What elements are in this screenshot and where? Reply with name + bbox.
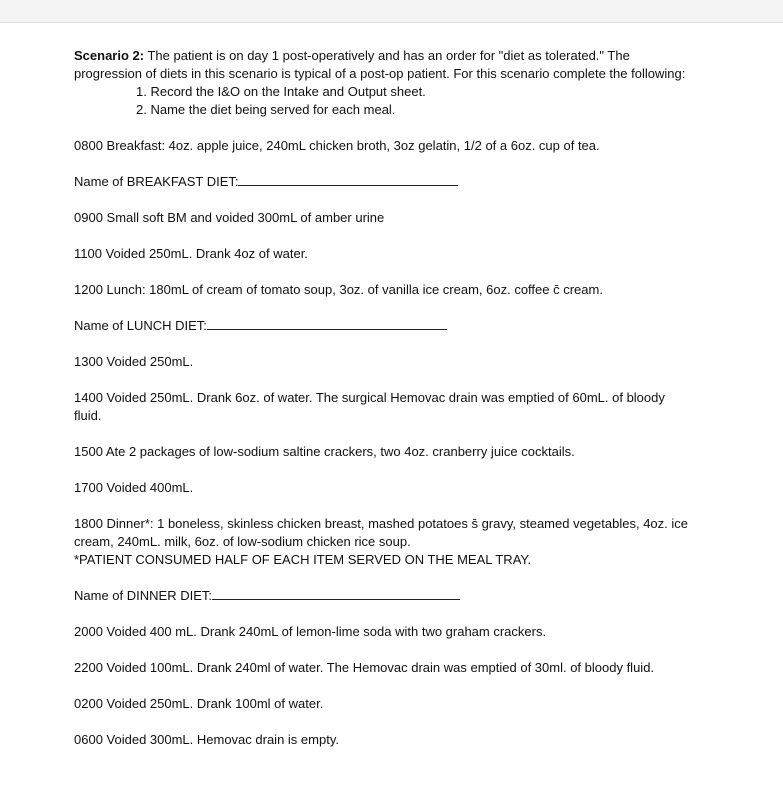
entry-1800-note: *PATIENT CONSUMED HALF OF EACH ITEM SERVED ON THE MEAL TRAY. — [74, 552, 532, 567]
task-item: 1. Record the I&O on the Intake and Output sheet. — [136, 84, 426, 99]
viewer-top-bar — [0, 0, 783, 23]
entry-1200: 1200 Lunch: 180mL of cream of tomato soup, 3oz. of vanilla ice cream, 6oz. coffee c̄ cream. — [74, 282, 603, 297]
entry-0900: 0900 Small soft BM and voided 300mL of amber urine — [74, 210, 385, 225]
document-page — [74, 47, 694, 749]
task-item: 2. Name the diet being served for each meal. — [136, 102, 396, 117]
entry-1300: 1300 Voided 250mL. — [74, 354, 194, 369]
breakfast-diet-label: Name of BREAKFAST DIET: — [74, 174, 239, 189]
entry-2000: 2000 Voided 400 mL. Drank 240mL of lemon-lime soda with two graham crackers. — [74, 624, 547, 639]
lunch-diet-label: Name of LUNCH DIET: — [74, 318, 207, 333]
breakfast-diet-prompt — [74, 173, 694, 191]
breakfast-diet-answer-line[interactable] — [238, 173, 458, 186]
lunch-diet-answer-line[interactable] — [207, 317, 447, 330]
dinner-diet-prompt — [74, 587, 694, 605]
task-list — [74, 83, 694, 119]
dinner-diet-answer-line[interactable] — [212, 587, 460, 600]
entry-0200: 0200 Voided 250mL. Drank 100ml of water. — [74, 696, 324, 711]
entry-1800: 1800 Dinner*: 1 boneless, skinless chicken breast, mashed potatoes s̄ gravy, steamed vegetables, 4oz. ice cream, 240mL. milk, 6oz. of low-sodium chicken rice soup. — [74, 516, 688, 549]
entry-1700: 1700 Voided 400mL. — [74, 480, 194, 495]
scenario-intro — [74, 47, 694, 83]
entry-1500: 1500 Ate 2 packages of low-sodium saltine crackers, two 4oz. cranberry juice cocktails. — [74, 444, 575, 459]
entry-2200: 2200 Voided 100mL. Drank 240ml of water. The Hemovac drain was emptied of 30ml. of bloody fluid. — [74, 660, 655, 675]
lunch-diet-prompt — [74, 317, 694, 335]
entry-1100: 1100 Voided 250mL. Drank 4oz of water. — [74, 246, 308, 261]
dinner-diet-label: Name of DINNER DIET: — [74, 588, 212, 603]
entry-0800: 0800 Breakfast: 4oz. apple juice, 240mL chicken broth, 3oz gelatin, 1/2 of a 6oz. cup of tea. — [74, 138, 600, 153]
scenario-heading: Scenario 2: — [74, 48, 145, 63]
scenario-intro-text: The patient is on day 1 post-operatively and has an order for "diet as tolerated." The progression of diets in this scenario is typical of a post-op patient. For this scenario complete the following: — [74, 48, 686, 81]
entry-0600: 0600 Voided 300mL. Hemovac drain is empty. — [74, 732, 339, 747]
entry-1400: 1400 Voided 250mL. Drank 6oz. of water. The surgical Hemovac drain was emptied of 60mL. of bloody fluid. — [74, 390, 665, 423]
